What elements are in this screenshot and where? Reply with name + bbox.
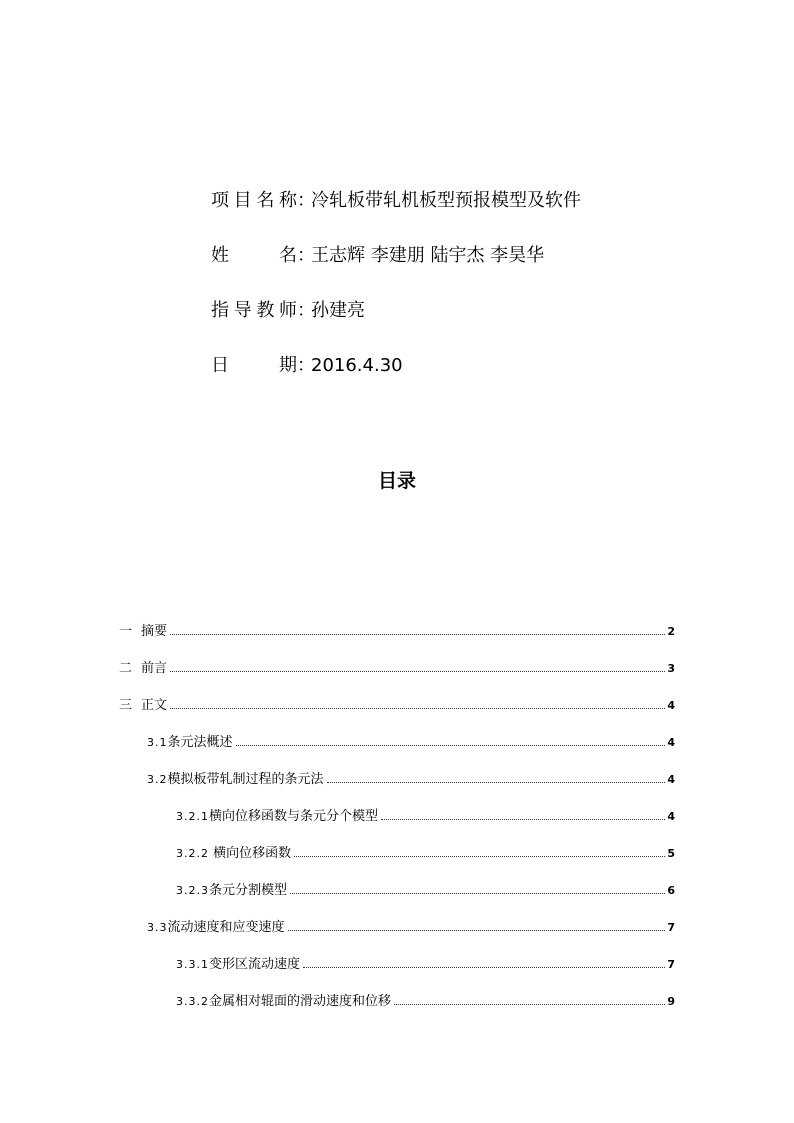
toc-text: 模拟板带轧制过程的条元法 [167, 772, 324, 787]
toc-number: 三 [119, 698, 133, 713]
info-row-advisor [211, 300, 581, 355]
table-of-contents [119, 623, 675, 1030]
info-colon: ： [297, 245, 315, 266]
toc-leader-dots [288, 929, 665, 931]
toc-page-number: 4 [667, 699, 675, 712]
toc-page-number: 4 [667, 810, 675, 823]
toc-page-number: 3 [667, 662, 675, 675]
toc-item[interactable] [119, 623, 675, 660]
toc-page-number: 5 [667, 847, 675, 860]
toc-title: 目录 [377, 470, 416, 492]
info-colon: ： [297, 300, 315, 321]
toc-number: 3.2.2 [176, 847, 209, 860]
toc-leader-dots [294, 855, 665, 857]
toc-text: 变形区流动速度 [209, 957, 301, 972]
toc-number: 3.1 [147, 736, 168, 749]
toc-leader-dots [170, 670, 665, 672]
toc-page-number: 6 [667, 884, 675, 897]
toc-text: 金属相对辊面的滑动速度和位移 [209, 994, 392, 1009]
toc-number: 3.3.2 [176, 995, 209, 1008]
toc-text: 条元分割模型 [209, 883, 288, 898]
info-row-date [211, 355, 581, 410]
info-label: 姓名 [211, 245, 297, 266]
toc-item[interactable] [119, 919, 675, 956]
toc-leader-dots [303, 966, 665, 968]
info-colon: ： [297, 355, 315, 376]
toc-leader-dots [381, 818, 665, 820]
info-colon: ： [297, 190, 315, 211]
info-label: 日期 [211, 355, 297, 376]
info-value: 2016.4.30 [311, 355, 403, 376]
toc-number: 3.2.1 [176, 810, 209, 823]
toc-text: 横向位移函数 [209, 846, 292, 861]
toc-item[interactable] [119, 660, 675, 697]
project-info [211, 190, 581, 410]
toc-leader-dots [394, 1003, 665, 1005]
toc-item[interactable] [119, 808, 675, 845]
toc-item[interactable] [119, 697, 675, 734]
toc-item[interactable] [119, 771, 675, 808]
info-row-project-name [211, 190, 581, 245]
toc-text: 横向位移函数与条元分个模型 [209, 809, 379, 824]
toc-number: 3.3.1 [176, 958, 209, 971]
toc-number: 3.3 [147, 921, 168, 934]
toc-text: 流动速度和应变速度 [167, 920, 285, 935]
toc-number: 3.2 [147, 773, 168, 786]
toc-page-number: 4 [667, 773, 675, 786]
toc-number: 一 [119, 624, 133, 639]
toc-page-number: 9 [667, 995, 675, 1008]
toc-text: 条元法概述 [167, 735, 233, 750]
toc-leader-dots [327, 781, 665, 783]
toc-item[interactable] [119, 956, 675, 993]
toc-text: 正文 [141, 698, 168, 713]
toc-leader-dots [170, 707, 665, 709]
info-row-names [211, 245, 581, 300]
toc-page-number: 4 [667, 736, 675, 749]
toc-item[interactable] [119, 734, 675, 771]
toc-item[interactable] [119, 993, 675, 1030]
toc-leader-dots [290, 892, 665, 894]
info-label: 指导教师 [211, 300, 297, 321]
toc-number: 3.2.3 [176, 884, 209, 897]
toc-item[interactable] [119, 845, 675, 882]
toc-item[interactable] [119, 882, 675, 919]
info-label: 项目名称 [211, 190, 297, 211]
toc-leader-dots [170, 633, 665, 635]
toc-text: 前言 [141, 661, 168, 676]
toc-page-number: 7 [667, 958, 675, 971]
info-value: 孙建亮 [311, 300, 365, 321]
toc-page-number: 7 [667, 921, 675, 934]
toc-text: 摘要 [141, 624, 168, 639]
toc-leader-dots [236, 744, 665, 746]
info-value: 冷轧板带轧机板型预报模型及软件 [311, 190, 581, 211]
toc-number: 二 [119, 661, 133, 676]
info-value: 王志辉 李建朋 陆宇杰 李昊华 [311, 245, 545, 266]
toc-page-number: 2 [667, 625, 675, 638]
